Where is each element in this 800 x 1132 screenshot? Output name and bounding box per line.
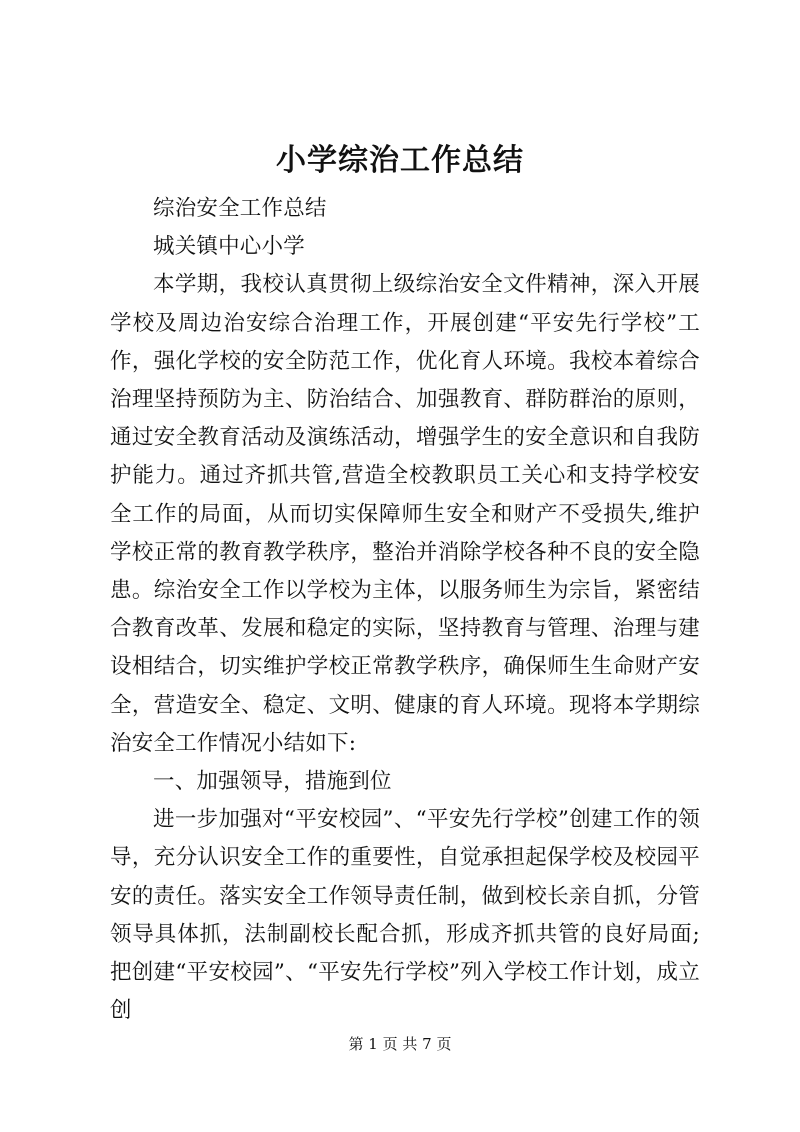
subtitle-paragraph: 综治安全工作总结 xyxy=(153,196,327,221)
page-footer: 第 1 页 共 7 页 xyxy=(348,1035,452,1053)
document-body xyxy=(110,190,700,1030)
intro-paragraph: 本学期，我校认真贯彻上级综治安全文件精神，深入开展学校及周边治安综合治理工作，开展创建“平安先行学校”工作，强化学校的安全防范工作，优化育人环境。我校本着综合治理坚持预防为主、防治结合、加强教育、群防群治的原则，通过安全教育活动及演练活动，增强学生的安全意识和自我防护能力。通过齐抓共管,营造全校教职员工关心和支持学校安全工作的局面，从而切实保障师生安全和财产不受损失,维护学校正常的教育教学秩序，整治并消除学校各种不良的安全隐患。综治安全工作以学校为主体，以服务师生为宗旨，紧密结合教育改革、发展和稳定的实际，坚持教育与管理、治理与建设相结合，切实维护学校正常教学秩序，确保师生生命财产安全，营造安全、稳定、文明、健康的育人环境。现将本学期综治安全工作情况小结如下: xyxy=(110,272,700,756)
section-heading: 一、加强领导，措施到位 xyxy=(153,769,392,795)
section-paragraph: 进一步加强对“平安校园”、“平安先行学校”创建工作的领导，充分认识安全工作的重要性，自觉承担起保学校及校园平安的责任。落实安全工作领导责任制，做到校长亲自抓，分管领导具体抓，法制副校长配合抓，形成齐抓共管的良好局面;把创建“平安校园”、“平安先行学校”列入学校工作计划，成立创 xyxy=(110,807,700,1024)
document-title: 小学综治工作总结 xyxy=(276,143,524,178)
school-name-paragraph: 城关镇中心小学 xyxy=(153,234,305,260)
